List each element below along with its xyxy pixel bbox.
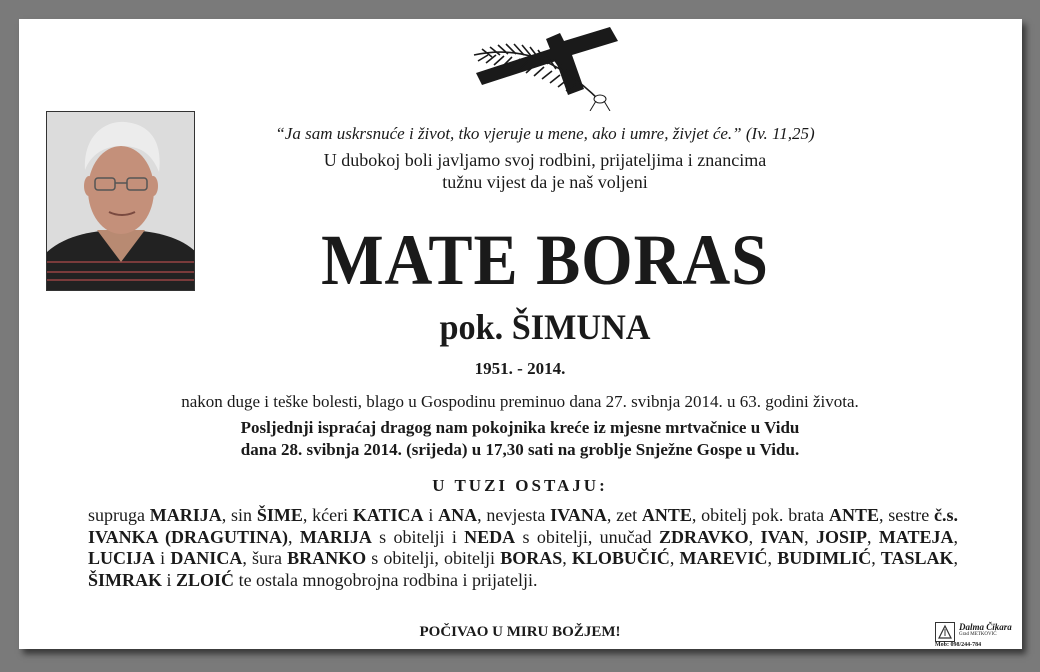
mourner-name: MATEJA — [878, 526, 954, 547]
announcement-line-2: tužnu vijest da je naš voljeni — [442, 172, 648, 192]
mourner-name: DANICA — [170, 548, 243, 568]
mourner-text: s obitelji, obitelji — [366, 548, 501, 568]
mourner-name: ŠIMRAK — [88, 569, 163, 590]
mourner-name: LUCIJA — [88, 548, 156, 568]
mourners-heading: U TUZI OSTAJU: — [432, 476, 608, 495]
funeral-info-line-2: dana 28. svibnja 2014. (srijeda) u 17,30 sati na groblje Snježne Gospe u Vidu. — [240, 440, 800, 459]
mourner-text: , zet — [606, 505, 642, 525]
mourner-text: te ostala mnogobrojna rodbina i prijatelji. — [234, 569, 538, 590]
mourner-name: ZLOIĆ — [176, 569, 235, 590]
deceased-photo — [46, 111, 195, 291]
mourner-text: , nevjesta — [477, 505, 551, 525]
mourner-name: ANTE — [828, 505, 879, 525]
mourner-name: IVANA — [550, 505, 607, 525]
mourner-text: , obitelj pok. brata — [691, 505, 829, 525]
closing-phrase: POČIVAO U MIRU BOŽJEM! — [419, 624, 621, 640]
mourner-name: JOSIP — [816, 526, 868, 547]
mourner-text: i — [423, 505, 439, 525]
mourner-name: NEDA — [464, 526, 516, 547]
mourner-text: , sestre — [878, 505, 934, 525]
mourner-name: MARIJA — [299, 526, 372, 547]
mourner-text: , kćeri — [302, 505, 353, 525]
funeral-home-phone: Mob: 098/244-784 — [935, 642, 982, 648]
cross-with-palm-icon — [472, 27, 624, 111]
mourner-name: MARIJA — [149, 505, 222, 525]
mourner-name: KLOBUČIĆ — [571, 548, 670, 568]
mourner-name: BUDIMLIĆ — [777, 548, 872, 568]
mourners-list — [88, 505, 958, 591]
deceased-name: MATE BORAS — [321, 220, 769, 300]
scripture-quote: “Ja sam uskrsnuće i život, tko vjeruje u mene, ako i umre, živjet će.” (Iv. 11,25) — [275, 124, 815, 143]
mourner-text: supruga — [88, 505, 150, 525]
mourner-text: , — [804, 526, 816, 547]
mourner-text: , šura — [242, 548, 288, 568]
mourner-text: i — [155, 548, 171, 568]
mourner-name: BORAS — [500, 548, 563, 568]
mourner-text: , — [669, 548, 680, 568]
mourner-name: ZDRAVKO — [658, 526, 749, 547]
funeral-home-logo — [935, 622, 1020, 648]
funeral-home-logo-icon — [935, 622, 955, 642]
funeral-home-city: Grad METKOVIĆ — [959, 632, 997, 637]
mourner-text: , — [871, 548, 881, 568]
funeral-info-line-1: Posljednji ispraćaj dragog nam pokojnika kreće iz mjesne mrtvačnice u Vidu — [240, 418, 800, 437]
mourner-name: č.s. IVANKA (DRAGUTINA) — [88, 505, 958, 547]
mourner-text: s obitelji, unučad — [515, 526, 659, 547]
mourner-name: KATICA — [352, 505, 424, 525]
mourner-name: IVAN — [760, 526, 805, 547]
death-notice: nakon duge i teške bolesti, blago u Gospodinu preminuo dana 27. svibnja 2014. u 63. godini života. — [181, 392, 859, 411]
mourner-name: ANA — [438, 505, 478, 525]
mourner-text: , — [867, 526, 879, 547]
mourner-text: , — [953, 526, 959, 547]
father-name: pok. ŠIMUNA — [439, 307, 651, 347]
announcement-line-1: U dubokoj boli javljamo svoj rodbini, prijateljima i znancima — [323, 150, 767, 170]
mourner-text: , sin — [221, 505, 257, 525]
mourner-text: , — [748, 526, 761, 547]
mourner-name: ŠIME — [256, 505, 303, 525]
mourner-name: BRANKO — [287, 548, 367, 568]
mourner-text: , — [953, 548, 959, 568]
mourner-text: i — [162, 569, 177, 590]
mourner-name: MAREVIĆ — [679, 548, 768, 568]
mourner-text: , — [767, 548, 778, 568]
mourner-text: , — [562, 548, 572, 568]
life-years: 1951. - 2014. — [474, 359, 566, 378]
mourner-name: ANTE — [641, 505, 692, 525]
funeral-home-name: Dalma Čikara — [959, 622, 1012, 632]
mourner-text: , — [288, 526, 300, 547]
mourner-name: TASLAK — [880, 548, 954, 568]
mourner-text: s obitelji i — [371, 526, 465, 547]
